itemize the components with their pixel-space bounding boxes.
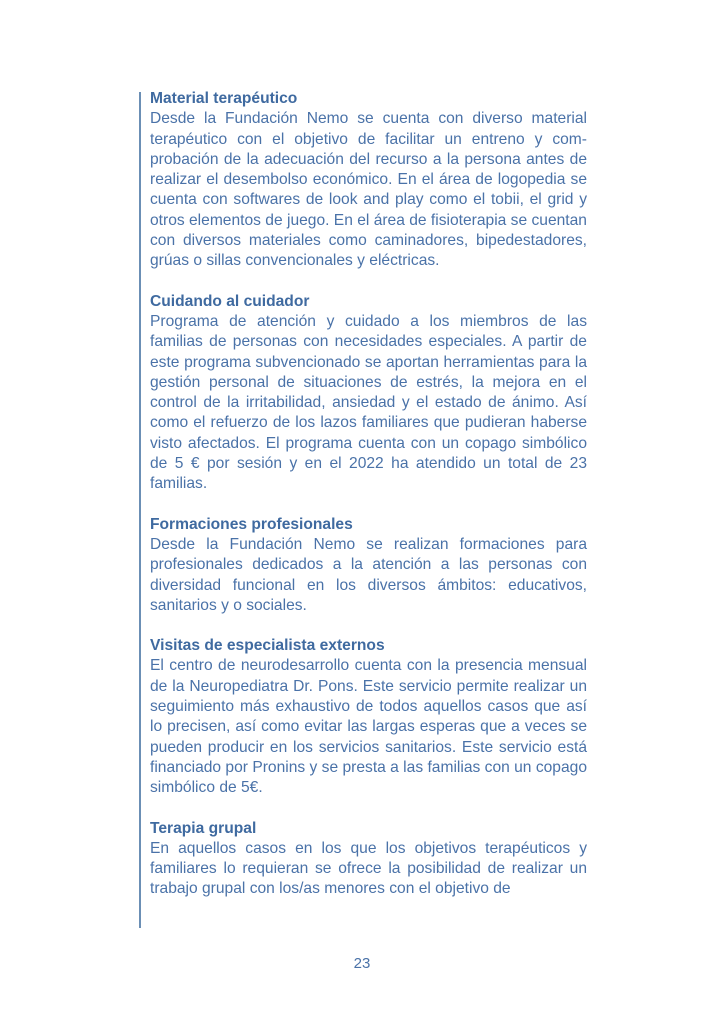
section-heading: Visitas de especialista externos [150, 637, 385, 655]
section-heading: Terapia grupal [150, 819, 257, 837]
section-heading: Cuidando al cuidador [150, 292, 310, 310]
section-body: En aquellos casos en los que los objetivos terapéuticos y familiares lo requieran se ofrece la posibilidad de realizar un trabajo grupal con los/as menores con el objetivo de [150, 839, 587, 898]
section-terapia-grupal [150, 819, 587, 900]
page-number: 23 [353, 955, 371, 972]
section-cuidando-al-cuidador [150, 292, 587, 495]
section-formaciones-profesionales [150, 515, 587, 616]
section-material-terapeutico [150, 89, 587, 272]
page-content [150, 89, 587, 920]
section-heading: Material terapéutico [150, 90, 298, 107]
section-body: Desde la Fundación Nemo se cuenta con diverso material terapéutico con el objetivo de facilitar un entreno y comprobación de la adecuación del recurso a la persona antes de realizar el desembolso económico. En el área de logopedia se cuenta con softwares de look and play como el tobii, el grid y otros elementos de juego. En el área de fisioterapia se cuentan con diversos materiales como caminadores, bipedestadores, grúas o sillas convencionales y eléctricas. [150, 110, 587, 270]
section-heading: Formaciones profesionales [150, 515, 353, 533]
section-body: El centro de neurodesarrollo cuenta con la presencia mensual de la Neuropediatra Dr. Pons. Este servicio permite realizar un seguimiento más exhaustivo de todos aquellos casos que así lo precisen, así como evitar las largas esperas que a veces se pueden producir en los servicios sanitarios. Este servicio está financiado por Pronins y se presta a las familias con un copago simbólico de 5€. [150, 657, 587, 797]
margin-rule [139, 92, 141, 928]
section-body: Programa de atención y cuidado a los miembros de las familias de personas con necesidades especiales. A partir de este programa subvencionado se aportan herramientas para la gestión personal de situaciones de estrés, la mejora en el control de la irritabilidad, ansiedad y el estado de ánimo. Así como el refuerzo de los lazos familiares que pudieran haberse visto afectados. El programa cuenta con un copago simbólico de 5 € por sesión y en el 2022 ha atendido un total de 23 familias. [150, 312, 587, 493]
section-body: Desde la Fundación Nemo se realizan formaciones para profesionales dedicados a la atención a las personas con diversidad funcional en los diversos ámbitos: educativos, sanitarios y o sociales. [150, 535, 587, 614]
section-visitas-especialista [150, 636, 587, 798]
